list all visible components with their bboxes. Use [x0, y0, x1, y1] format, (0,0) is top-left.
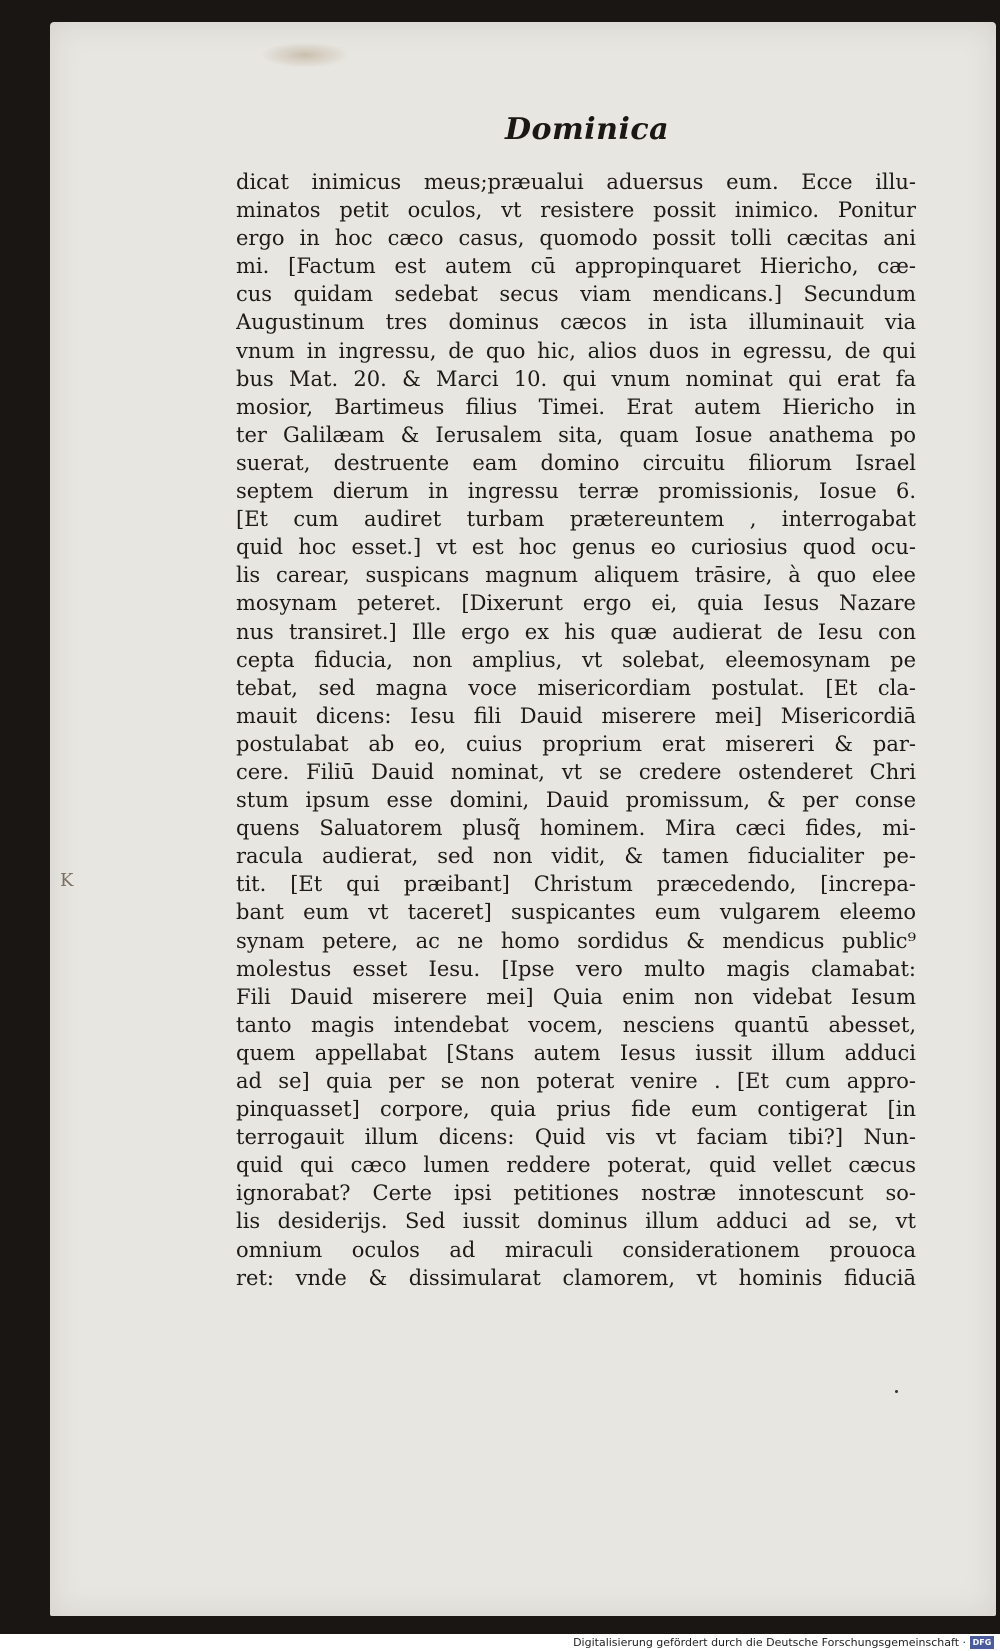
text-line: lis carear, suspicans magnum aliquem trāsire, à quo elee: [236, 563, 916, 588]
text-line: bant eum vt taceret] suspicantes eum vulgarem eleemo: [236, 900, 916, 925]
text-line: cus quidam sedebat secus viam mendicans.] Secundum: [236, 282, 916, 307]
text-line: lis desiderijs. Sed iussit dominus illum adduci ad se, vt: [236, 1209, 916, 1234]
running-head: Dominica: [505, 112, 670, 147]
text-line: bus Mat. 20. & Marci 10. qui vnum nominat qui erat fa: [236, 366, 916, 391]
text-line: molestus esset Iesu. [Ipse vero multo magis clamabat:: [236, 956, 916, 981]
text-line: postulabat ab eo, cuius proprium erat misereri & par-: [236, 731, 916, 756]
text-line: racula audierat, sed non vidit, & tamen fiducialiter pe-: [236, 844, 916, 869]
text-line: mosior, Bartimeus filius Timei. Erat autem Hiericho in: [236, 394, 916, 419]
text-line: quid qui cæco lumen reddere poterat, quid vellet cæcus: [236, 1153, 916, 1178]
body-text: [236, 168, 916, 1292]
text-line: mosynam peteret. [Dixerunt ergo ei, quia Iesus Nazare: [236, 591, 916, 616]
text-line: quid hoc esset.] vt est hoc genus eo curiosius quod ocu-: [236, 535, 916, 560]
margin-mark: K: [60, 870, 75, 891]
text-line: septem dierum in ingressu terræ promissionis, Iosue 6.: [236, 479, 916, 504]
text-line: cere. Filiū Dauid nominat, vt se credere ostenderet Chri: [236, 759, 916, 784]
text-line: tit. [Et qui præibant] Christum præcedendo, [increpa-: [236, 872, 916, 897]
text-line: ergo in hoc cæco casus, quomodo possit tolli cæcitas ani: [236, 226, 916, 251]
dfg-logo: DFG: [970, 1636, 994, 1649]
text-line: tebat, sed magna voce misericordiam postulat. [Et cla-: [236, 675, 916, 700]
text-line: ret: vnde & dissimularat clamorem, vt hominis fiduciā: [236, 1265, 916, 1290]
text-line: omnium oculos ad miraculi considerationem prouoca: [236, 1237, 916, 1262]
text-line: cepta fiducia, non amplius, vt solebat, eleemosynam pe: [236, 647, 916, 672]
text-line: Fili Dauid miserere mei] Quia enim non videbat Iesum: [236, 984, 916, 1009]
page-speck: [895, 1390, 898, 1393]
text-line: mauit dicens: Iesu fili Dauid miserere mei] Misericordiā: [236, 703, 916, 728]
text-line: ad se] quia per se non poterat venire . [Et cum appro-: [236, 1069, 916, 1093]
text-line: ter Galilæam & Ierusalem sita, quam Iosue anathema po: [236, 422, 916, 447]
text-line: Augustinum tres dominus cæcos in ista illuminauit via: [236, 310, 916, 335]
text-line: pinquasset] corpore, quia prius fide eum contigerat [in: [236, 1097, 916, 1122]
text-line: mi. [Factum est autem cū appropinquaret Hiericho, cæ-: [236, 254, 916, 279]
text-line: vnum in ingressu, de quo hic, alios duos in egressu, de qui: [236, 338, 916, 363]
text-line: [Et cum audiret turbam prætereuntem , interrogabat: [236, 507, 916, 532]
text-line: ignorabat? Certe ipsi petitiones nostræ innotescunt so-: [236, 1181, 916, 1206]
text-line: terrogauit illum dicens: Quid vis vt faciam tibi?] Nun-: [236, 1125, 916, 1150]
text-line: stum ipsum esse domini, Dauid promissum, & per conse: [236, 788, 916, 813]
text-line: synam petere, ac ne homo sordidus & mendicus public⁹: [236, 928, 916, 953]
text-line: suerat, destruente eam domino circuitu filiorum Israel: [236, 450, 916, 475]
paper-stain: [260, 42, 350, 68]
text-line: minatos petit oculos, vt resistere possit inimico. Ponitur: [236, 198, 916, 223]
text-line: nus transiret.] Ille ergo ex his quæ audierat de Iesu con: [236, 619, 916, 644]
footer-credit: Digitalisierung gefördert durch die Deutsche Forschungsgemeinschaft ·: [573, 1636, 966, 1649]
text-line: tanto magis intendebat vocem, nesciens quantū abesset,: [236, 1012, 916, 1037]
text-line: quens Saluatorem plusq̃ hominem. Mira cæci fides, mi-: [236, 816, 916, 841]
text-line: dicat inimicus meus;præualui aduersus eum. Ecce illu-: [236, 170, 916, 194]
text-line: quem appellabat [Stans autem Iesus iussit illum adduci: [236, 1040, 916, 1065]
